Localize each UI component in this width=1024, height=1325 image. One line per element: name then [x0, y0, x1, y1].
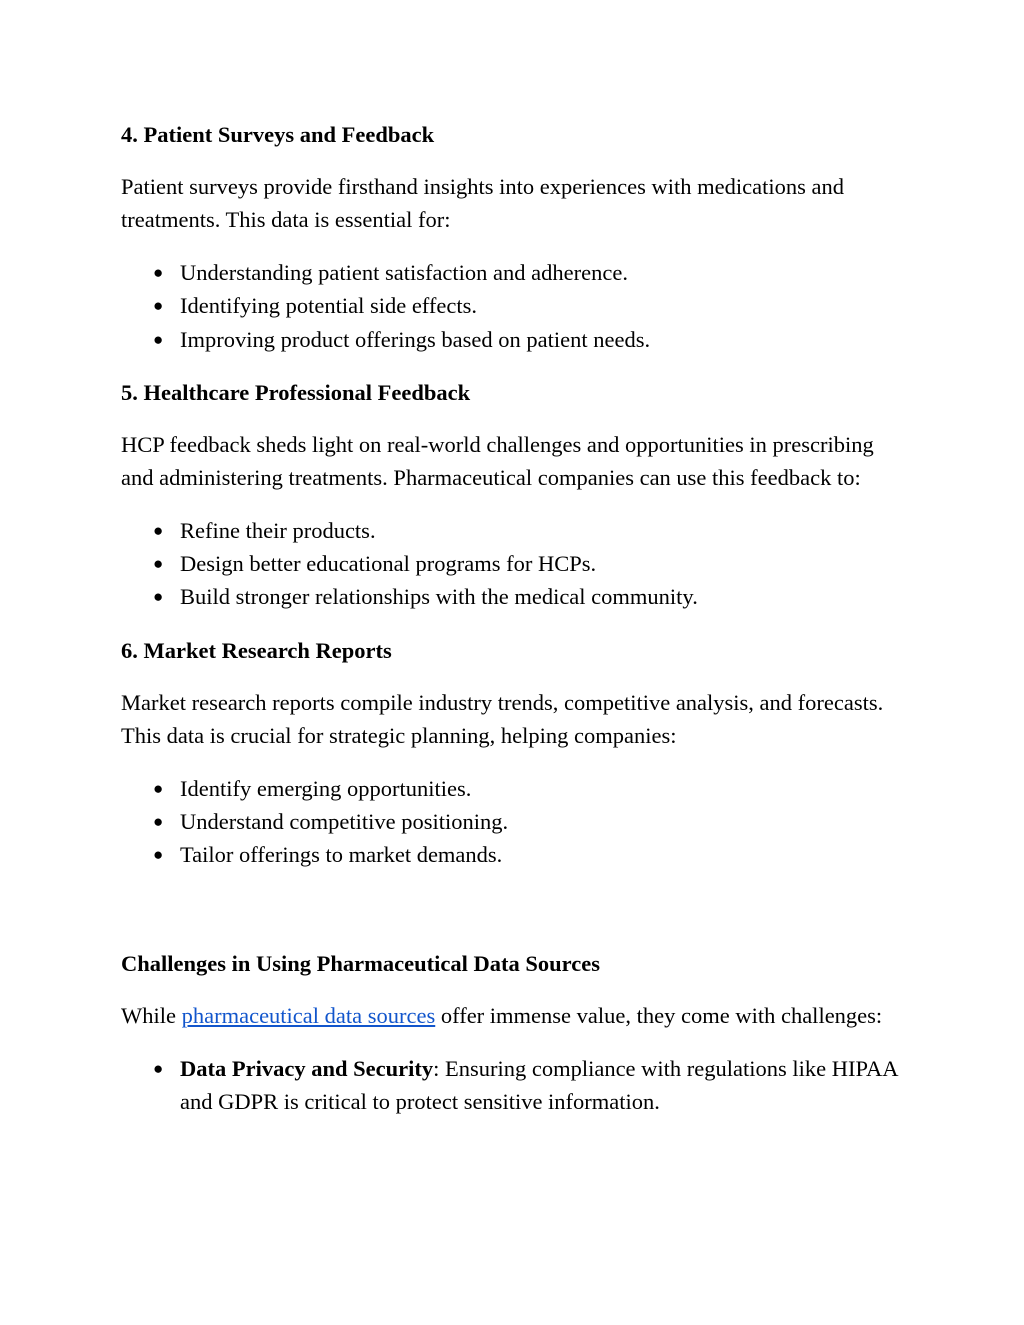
bullet-icon: ● [153, 329, 164, 349]
challenge-title: Data Privacy and Security [180, 1055, 434, 1081]
bullet-list-market-research [121, 772, 911, 872]
section-heading-patient-surveys: 4. Patient Surveys and Feedback [121, 122, 435, 147]
bullet-icon: ● [153, 812, 164, 832]
list-item: ● Identifying potential side effects. [121, 289, 911, 322]
list-item: ● Data Privacy and Security: Ensuring compliance with regulations like HIPAA and GDPR is critical to protect sensitive information. [121, 1052, 911, 1119]
section-intro-market-research: Market research reports compile industry trends, competitive analysis, and forecasts. This data is crucial for strategic planning, helping companies: [121, 689, 884, 748]
bullet-list-challenges [121, 1052, 911, 1119]
bullet-icon: ● [153, 520, 164, 540]
bullet-icon: ● [153, 554, 164, 574]
bullet-icon: ● [153, 263, 164, 282]
bullet-icon: ● [153, 587, 164, 607]
bullet-icon: ● [153, 778, 164, 798]
section-heading-hcp-feedback: 5. Healthcare Professional Feedback [121, 379, 471, 405]
list-item: ● Tailor offerings to market demands. [121, 838, 911, 871]
section-intro-challenges: While pharmaceutical data sources offer immense value, they come with challenges: [121, 1002, 883, 1028]
list-item: ● Build stronger relationships with the medical community. [121, 580, 911, 613]
section-heading-market-research: 6. Market Research Reports [121, 637, 392, 663]
pharmaceutical-data-sources-link[interactable]: pharmaceutical data sources [181, 1002, 436, 1028]
list-item: ● Identify emerging opportunities. [121, 772, 911, 805]
bullet-icon: ● [153, 296, 164, 316]
bullet-list-hcp-feedback [121, 514, 911, 614]
list-item: ● Design better educational programs for HCPs. [121, 547, 911, 580]
list-item: ● Improving product offerings based on patient needs. [121, 323, 911, 356]
list-item: ● Understanding patient satisfaction and adherence. [121, 256, 911, 289]
bullet-icon: ● [153, 1058, 164, 1078]
list-item: ● Refine their products. [121, 514, 911, 547]
section-intro-hcp-feedback: HCP feedback sheds light on real-world challenges and opportunities in prescribing and administering treatments. Pharmaceutical companies can use this feedback to: [121, 431, 874, 490]
section-intro-patient-surveys: Patient surveys provide firsthand insights into experiences with medications and treatments. This data is essential for: [121, 174, 844, 232]
bullet-list-patient-surveys [121, 256, 911, 356]
document-page [121, 118, 911, 1118]
list-item: ● Understand competitive positioning. [121, 805, 911, 838]
bullet-icon: ● [153, 845, 164, 865]
section-heading-challenges: Challenges in Using Pharmaceutical Data Sources [121, 950, 600, 976]
